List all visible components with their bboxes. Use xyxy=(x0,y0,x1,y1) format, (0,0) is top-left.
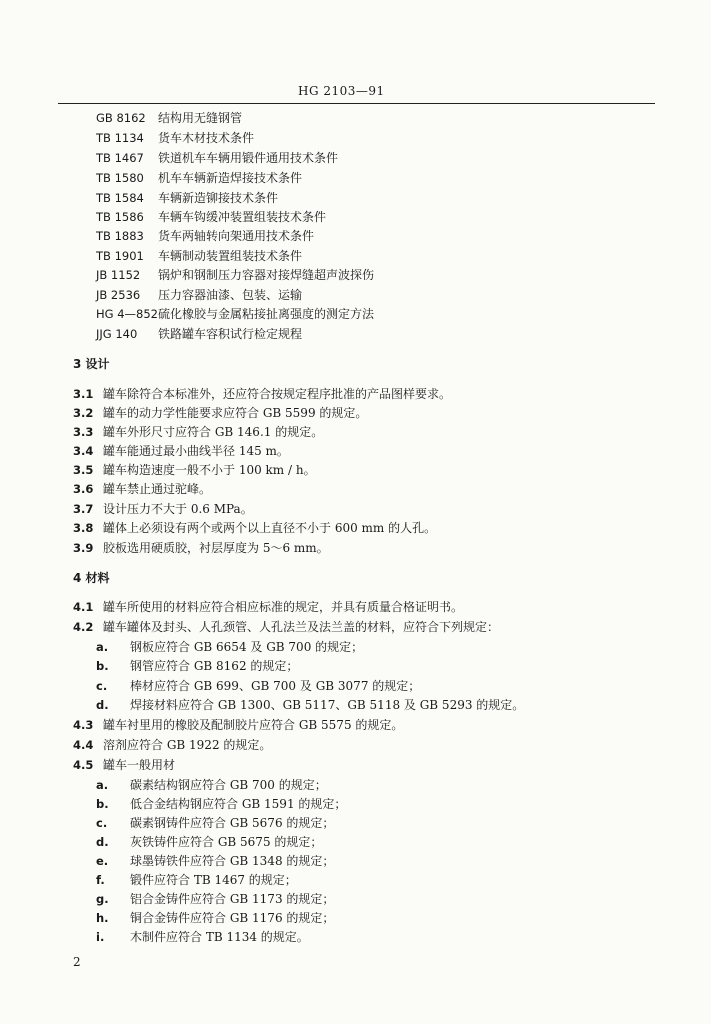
clause-text: 罐车罐体及封头、人孔颈管、人孔法兰及法兰盖的材料，应符合下列规定： xyxy=(103,620,500,634)
reference-code: TB 1134 xyxy=(96,131,144,145)
reference-item xyxy=(96,327,302,341)
reference-title: 机车车辆新造焊接技术条件 xyxy=(158,171,303,185)
sub-item-text: 碳素钢铸件应符合 GB 5676 的规定； xyxy=(130,816,335,830)
clause-item xyxy=(73,425,323,439)
clause-text: 罐车能通过最小曲线半径 145 m。 xyxy=(103,444,289,458)
clause-item xyxy=(73,463,316,477)
reference-code: TB 1580 xyxy=(96,171,144,185)
sub-item xyxy=(96,930,309,944)
clause-text: 罐车衬里用的橡胶及配制胶片应符合 GB 5575 的规定。 xyxy=(103,718,404,732)
clause-number: 3.1 xyxy=(73,387,94,401)
clause-text: 罐体上必须设有两个或两个以上直径不小于 600 mm 的人孔。 xyxy=(103,521,437,535)
section-4-heading: 4 材料 xyxy=(73,571,110,585)
reference-code: TB 1883 xyxy=(96,229,144,243)
reference-item xyxy=(96,288,302,302)
reference-code: TB 1901 xyxy=(96,249,144,263)
reference-code: GB 8162 xyxy=(96,111,146,125)
clause-number: 4.3 xyxy=(73,718,94,732)
reference-code: JJG 140 xyxy=(96,327,138,341)
sub-item xyxy=(96,873,297,887)
sub-item-text: 灰铁铸件应符合 GB 5675 的规定； xyxy=(130,835,323,849)
reference-title: 货车两轴转向架通用技术条件 xyxy=(158,229,315,243)
clause-number: 3.9 xyxy=(73,541,94,555)
clause-number: 3.2 xyxy=(73,406,94,420)
sub-item-label: c. xyxy=(96,816,108,830)
clause-number: 3.6 xyxy=(73,482,94,496)
reference-title: 货车木材技术条件 xyxy=(158,131,255,145)
clause-item xyxy=(73,406,367,420)
sub-item xyxy=(96,698,524,712)
clause-text: 溶剂应符合 GB 1922 的规定。 xyxy=(103,738,272,752)
clause-number: 3.4 xyxy=(73,444,94,458)
clause-text: 罐车禁止通过驼峰。 xyxy=(103,482,212,496)
reference-title: 铁道机车车辆用锻件通用技术条件 xyxy=(158,151,339,165)
clause-number: 4.1 xyxy=(73,600,94,614)
clause-number: 3.8 xyxy=(73,521,94,535)
document-number-header: HG 2103—91 xyxy=(298,84,385,98)
sub-item-label: d. xyxy=(96,698,109,712)
reference-title: 车辆车钩缓冲装置组装技术条件 xyxy=(158,210,327,224)
clause-item xyxy=(73,738,271,752)
clause-number: 4.2 xyxy=(73,620,94,634)
sub-item-label: a. xyxy=(96,640,109,654)
clause-item xyxy=(73,758,175,772)
sub-item-label: c. xyxy=(96,679,108,693)
clause-text: 罐车构造速度一般不小于 100 km / h。 xyxy=(103,463,316,477)
reference-title: 车辆新造铆接技术条件 xyxy=(158,191,279,205)
clause-item xyxy=(73,444,289,458)
clause-item xyxy=(73,502,253,516)
reference-title: 硫化橡胶与金属粘接扯离强度的测定方法 xyxy=(158,307,375,321)
reference-item xyxy=(96,171,302,185)
reference-title: 结构用无缝钢管 xyxy=(158,111,243,125)
clause-item xyxy=(73,600,463,614)
sub-item xyxy=(96,835,322,849)
reference-item xyxy=(96,229,314,243)
sub-item-label: f. xyxy=(96,873,105,887)
sub-item xyxy=(96,797,346,811)
sub-item-label: i. xyxy=(96,930,105,944)
sub-item-text: 碳素结构钢应符合 GB 700 的规定； xyxy=(130,778,327,792)
sub-item xyxy=(96,679,420,693)
sub-item-label: b. xyxy=(96,797,109,811)
sub-item-label: e. xyxy=(96,854,109,868)
reference-code: HG 4—852 xyxy=(96,307,158,321)
reference-item xyxy=(96,111,242,125)
reference-item xyxy=(96,131,254,145)
clause-item xyxy=(73,521,436,535)
sub-item-text: 铜合金铸件应符合 GB 1176 的规定； xyxy=(130,911,335,925)
reference-code: JB 1152 xyxy=(96,268,141,282)
section-3-heading: 3 设计 xyxy=(73,357,110,371)
reference-code: TB 1584 xyxy=(96,191,144,205)
clause-item xyxy=(73,541,329,555)
page-number: 2 xyxy=(73,955,81,969)
reference-code: TB 1586 xyxy=(96,210,144,224)
clause-text: 罐车一般用材 xyxy=(103,758,176,772)
sub-item xyxy=(96,892,334,906)
sub-item xyxy=(96,778,327,792)
sub-item-text: 棒材应符合 GB 699、GB 700 及 GB 3077 的规定； xyxy=(130,679,421,693)
clause-item xyxy=(73,387,451,401)
clause-number: 3.3 xyxy=(73,425,94,439)
clause-number: 4.4 xyxy=(73,738,94,752)
clause-text: 罐车所使用的材料应符合相应标准的规定，并具有质量合格证明书。 xyxy=(103,600,464,614)
reference-title: 铁路罐车容积试行检定规程 xyxy=(158,327,303,341)
reference-code: TB 1467 xyxy=(96,151,144,165)
sub-item-text: 铝合金铸件应符合 GB 1173 的规定； xyxy=(130,892,335,906)
sub-item xyxy=(96,816,334,830)
clause-text: 罐车外形尺寸应符合 GB 146.1 的规定。 xyxy=(103,425,324,439)
reference-item xyxy=(96,151,338,165)
reference-title: 锅炉和钢制压力容器对接焊缝超声波探伤 xyxy=(158,268,375,282)
sub-item-text: 低合金结构钢应符合 GB 1591 的规定； xyxy=(130,797,347,811)
sub-item-label: g. xyxy=(96,892,109,906)
sub-item-label: h. xyxy=(96,911,109,925)
clause-item xyxy=(73,620,499,634)
reference-item xyxy=(96,249,302,263)
sub-item-text: 木制件应符合 TB 1134 的规定。 xyxy=(130,930,309,944)
sub-item-label: a. xyxy=(96,778,109,792)
clause-text: 罐车的动力学性能要求应符合 GB 5599 的规定。 xyxy=(103,406,368,420)
sub-item xyxy=(96,854,334,868)
clause-item xyxy=(73,482,211,496)
header-rule xyxy=(58,103,655,104)
reference-code: JB 2536 xyxy=(96,288,141,302)
sub-item-label: b. xyxy=(96,659,109,673)
reference-item xyxy=(96,268,374,282)
sub-item xyxy=(96,911,334,925)
reference-item xyxy=(96,307,374,321)
reference-title: 车辆制动装置组装技术条件 xyxy=(158,249,303,263)
clause-text: 胶板选用硬质胶，衬层厚度为 5～6 mm。 xyxy=(103,541,329,555)
clause-item xyxy=(73,718,403,732)
reference-item xyxy=(96,191,278,205)
sub-item-label: d. xyxy=(96,835,109,849)
sub-item-text: 钢板应符合 GB 6654 及 GB 700 的规定； xyxy=(130,640,364,654)
reference-title: 压力容器油漆、包装、运输 xyxy=(158,288,303,302)
clause-number: 3.7 xyxy=(73,502,94,516)
clause-number: 4.5 xyxy=(73,758,94,772)
sub-item-text: 焊接材料应符合 GB 1300、GB 5117、GB 5118 及 GB 5293 的规定。 xyxy=(130,698,525,712)
clause-text: 罐车除符合本标准外，还应符合按规定程序批准的产品图样要求。 xyxy=(103,387,452,401)
clause-number: 3.5 xyxy=(73,463,94,477)
sub-item xyxy=(96,640,363,654)
sub-item xyxy=(96,659,298,673)
sub-item-text: 锻件应符合 TB 1467 的规定； xyxy=(130,873,297,887)
clause-text: 设计压力不大于 0.6 MPa。 xyxy=(103,502,253,516)
sub-item-text: 钢管应符合 GB 8162 的规定； xyxy=(130,659,299,673)
reference-item xyxy=(96,210,326,224)
sub-item-text: 球墨铸铁件应符合 GB 1348 的规定； xyxy=(130,854,335,868)
